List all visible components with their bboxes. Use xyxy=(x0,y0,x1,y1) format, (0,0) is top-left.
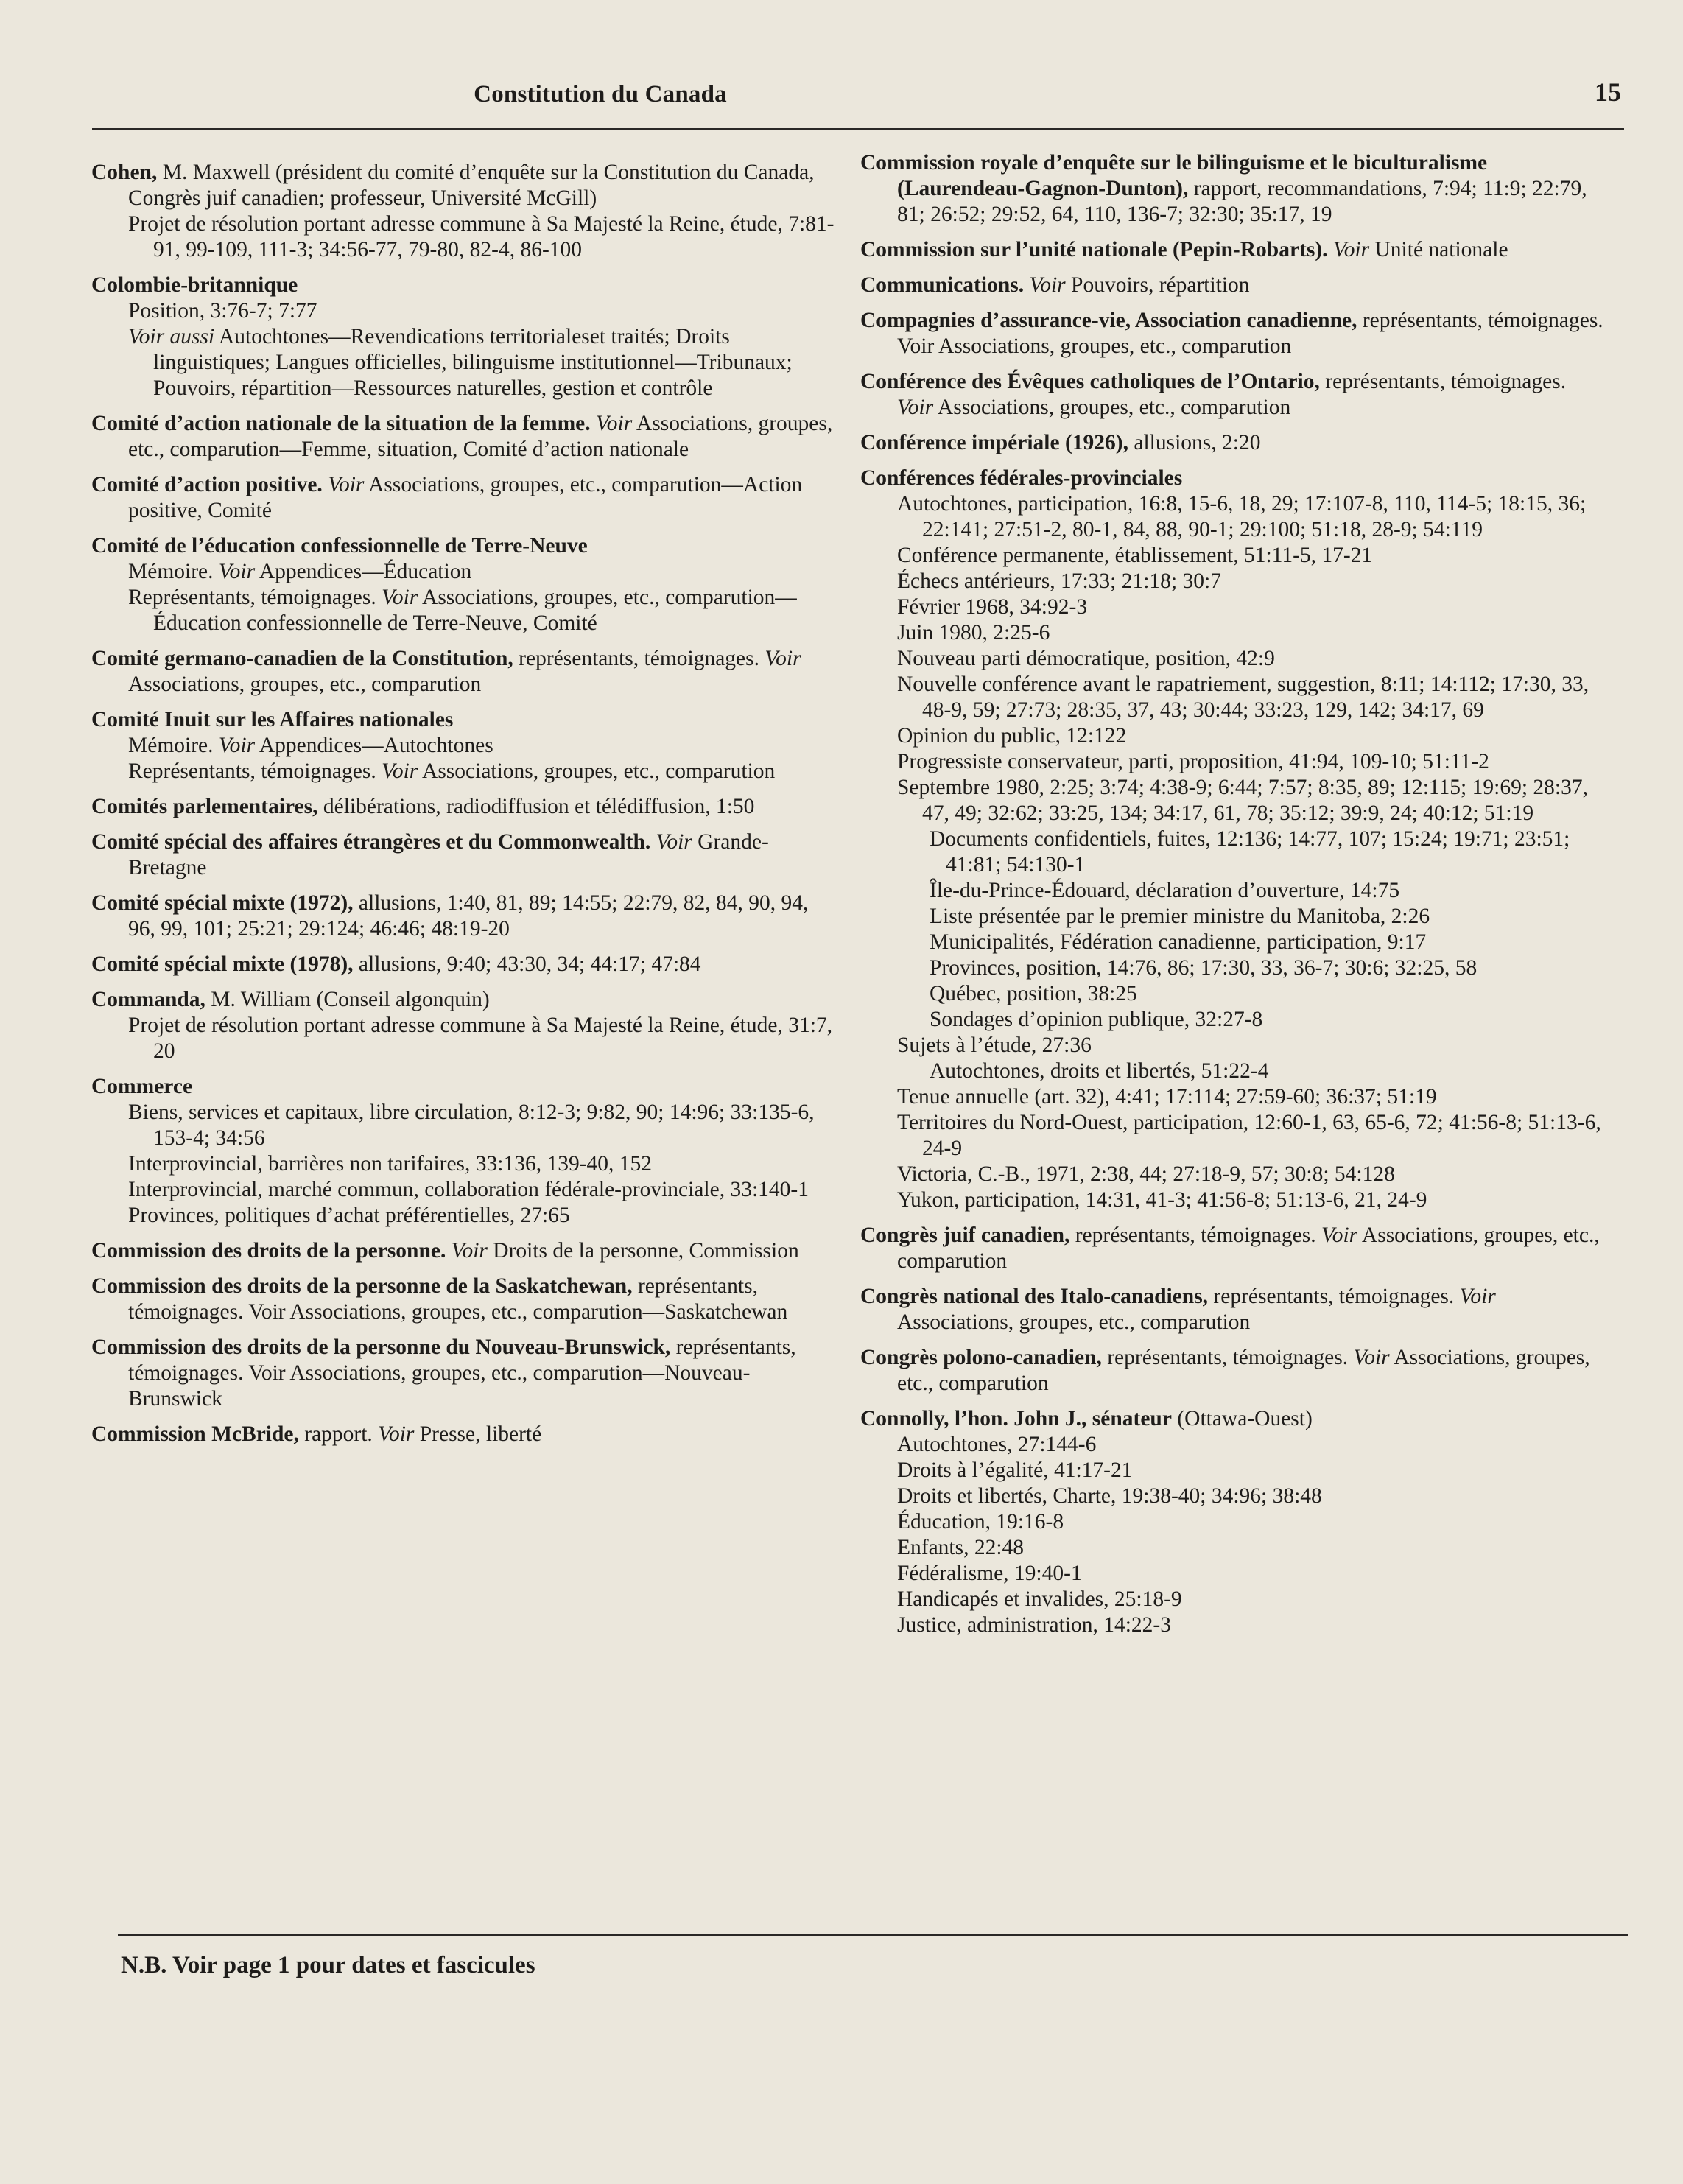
page-number: 15 xyxy=(1595,77,1621,107)
entry-term: Congrès national des Italo-canadiens, xyxy=(860,1285,1209,1308)
entry-heading xyxy=(860,1406,1604,1432)
index-entry xyxy=(860,1284,1604,1335)
subentry-text: Québec, position, 38:25 xyxy=(930,982,1137,1005)
subentry-text: Février 1968, 34:92-3 xyxy=(897,595,1088,619)
subentry xyxy=(91,585,835,636)
index-entry xyxy=(91,1422,835,1447)
see-reference-label: Voir xyxy=(596,412,633,435)
index-entry xyxy=(91,952,835,977)
entry-detail: Associations, groupes, etc., comparution xyxy=(897,1310,1251,1334)
subentry-text: Appendices—Autochtones xyxy=(259,734,493,757)
subentry xyxy=(860,1535,1604,1561)
nested-subentry xyxy=(881,955,1604,981)
entry-detail: représentants, témoignages. xyxy=(1101,1346,1354,1369)
nested-subentry xyxy=(881,1058,1604,1084)
subentry-text: Échecs antérieurs, 17:33; 21:18; 30:7 xyxy=(897,569,1221,593)
entry-detail: représentants, témoignages. xyxy=(1319,370,1567,393)
subentry xyxy=(91,1151,835,1177)
nested-subentry xyxy=(881,878,1604,904)
subentry-text: Appendices—Éducation xyxy=(259,560,472,583)
entry-term: Connolly, l’hon. John J., sénateur xyxy=(860,1407,1172,1430)
subentry-text: Nouvelle conférence avant le rapatriement, suggestion, 8:11; 14:112; 17:30, 33, 48-9, 59; 27:73; 28:35, 37, 43; 30:44; 33:23, 129, 142; 34:17, 69 xyxy=(897,673,1589,722)
see-reference-label: Voir xyxy=(382,586,418,609)
entry-heading xyxy=(91,1238,835,1264)
entry-term: Commission des droits de la personne de la Saskatchewan, xyxy=(91,1274,633,1298)
index-entry xyxy=(91,472,835,524)
subentry-text: Liste présentée par le premier ministre du Manitoba, 2:26 xyxy=(930,905,1430,928)
subentry xyxy=(860,1187,1604,1213)
entry-detail: (Ottawa-Ouest) xyxy=(1171,1407,1313,1430)
entry-heading xyxy=(91,829,835,881)
entry-heading xyxy=(91,160,835,211)
entry-detail: représentants, témoignages. xyxy=(513,647,765,670)
entry-heading xyxy=(860,150,1604,228)
entry-detail: M. William (Conseil algonquin) xyxy=(211,988,490,1011)
entry-term: Cohen, xyxy=(91,161,163,184)
entry-detail: M. Maxwell (président du comité d’enquête sur la Constitution du Canada, Congrès juif canadien; professeur, Université McGill) xyxy=(128,161,815,210)
entry-term: Conférence des Évêques catholiques de l’Ontario, xyxy=(860,370,1320,393)
subentry-text: Justice, administration, 14:22-3 xyxy=(897,1613,1171,1637)
running-head xyxy=(92,77,1624,113)
entry-term: Commerce xyxy=(91,1075,193,1098)
subentry-text: Nouveau parti démocratique, position, 42:9 xyxy=(897,647,1275,670)
nested-subentry xyxy=(881,930,1604,955)
subentry-text: Sujets à l’étude, 27:36 xyxy=(897,1033,1092,1057)
subentry xyxy=(860,1110,1604,1162)
subentry xyxy=(91,1100,835,1151)
entry-detail: Presse, liberté xyxy=(414,1422,542,1446)
subentry-text: Autochtones, participation, 16:8, 15-6, 18, 29; 17:107-8, 110, 114-5; 18:15, 36; 22:141; 27:51-2, 80-1, 84, 88, 90-1; 29:100; 51:18, 28-9; 54:119 xyxy=(897,492,1587,541)
index-column-left xyxy=(91,160,835,1457)
subentry xyxy=(860,1432,1604,1458)
entry-heading xyxy=(91,1422,835,1447)
subentry xyxy=(91,559,835,585)
subentry-text: Victoria, C.-B., 1971, 2:38, 44; 27:18-9, 57; 30:8; 54:128 xyxy=(897,1162,1395,1186)
see-reference-label: Voir xyxy=(1029,273,1066,297)
subentry xyxy=(860,1483,1604,1509)
entry-term: Congrès polono-canadien, xyxy=(860,1346,1102,1369)
header-rule xyxy=(92,128,1624,130)
subentry-text: Associations, groupes, etc., comparution—Éducation confessionnelle de Terre-Neuve, Comité xyxy=(153,586,797,635)
entry-term: Comités parlementaires, xyxy=(91,795,318,818)
subentry xyxy=(91,1203,835,1229)
entry-detail: Associations, groupes, etc., comparution xyxy=(933,396,1291,419)
subentry-text: Territoires du Nord-Ouest, participation, 12:60-1, 63, 65-6, 72; 41:56-8; 51:13-6, 24-9 xyxy=(897,1111,1601,1160)
entry-term: Communications. xyxy=(860,273,1025,297)
entry-term: Congrès juif canadien, xyxy=(860,1223,1070,1247)
footnote: N.B. Voir page 1 pour dates et fascicules xyxy=(121,1952,535,1978)
subentry-text: Île-du-Prince-Édouard, déclaration d’ouverture, 14:75 xyxy=(930,879,1400,902)
entry-term: Commission des droits de la personne du Nouveau-Brunswick, xyxy=(91,1335,671,1359)
entry-heading xyxy=(91,891,835,942)
entry-detail: allusions, 2:20 xyxy=(1128,431,1261,454)
subentry-text: Éducation, 19:16-8 xyxy=(897,1510,1064,1534)
subentry-text: Droits et libertés, Charte, 19:38-40; 34:96; 38:48 xyxy=(897,1484,1322,1508)
entry-detail: représentants, témoignages. Voir Associations, groupes, etc., comparution—Saskatchewan xyxy=(128,1274,788,1324)
entry-detail: représentants, témoignages. xyxy=(1208,1285,1460,1308)
entry-detail: Droits de la personne, Commission xyxy=(487,1239,799,1263)
subentry xyxy=(860,620,1604,646)
subentry xyxy=(860,491,1604,543)
entry-heading xyxy=(91,707,835,733)
index-entry xyxy=(860,308,1604,359)
subentry-text: Autochtones—Revendications territorialeset traités; Droits linguistiques; Langues officielles, bilinguisme institutionnel—Tribunaux; Pouvoirs, répartition—Ressources naturelles, gestion et contrôle xyxy=(153,325,793,400)
see-reference-label: Voir xyxy=(1459,1285,1496,1308)
entry-term: Conférences fédérales-provinciales xyxy=(860,466,1183,490)
subentry-text: Projet de résolution portant adresse commune à Sa Majesté la Reine, étude, 7:81-91, 99-109, 111-3; 34:56-77, 79-80, 82-4, 86-100 xyxy=(128,212,835,261)
subentry xyxy=(860,1084,1604,1110)
subentry xyxy=(860,1587,1604,1612)
nested-subentry xyxy=(881,904,1604,930)
entry-heading xyxy=(91,273,835,298)
subentry xyxy=(860,723,1604,749)
entry-detail: représentants, témoignages. xyxy=(1069,1223,1321,1247)
entry-detail: délibérations, radiodiffusion et télédiffusion, 1:50 xyxy=(317,795,755,818)
entry-term: Comité spécial des affaires étrangères et du Commonwealth. xyxy=(91,830,651,854)
subentry-text: Conférence permanente, établissement, 51:11-5, 17-21 xyxy=(897,544,1373,567)
subentry-label: Mémoire. xyxy=(128,734,219,757)
see-reference-label: Voir xyxy=(218,734,256,757)
entry-detail: Pouvoirs, répartition xyxy=(1065,273,1250,297)
index-entry xyxy=(91,1335,835,1412)
subentry-text: Opinion du public, 12:122 xyxy=(897,724,1127,748)
subentry-text: Documents confidentiels, fuites, 12:136; 14:77, 107; 15:24; 19:71; 23:51; 41:81; 54:130-1 xyxy=(930,827,1570,877)
entry-detail: allusions, 1:40, 81, 89; 14:55; 22:79, 82, 84, 90, 94, 96, 99, 101; 25:21; 29:124; 46:46; 48:19-20 xyxy=(128,891,809,941)
subentry xyxy=(91,733,835,759)
entry-heading xyxy=(860,273,1604,298)
subentry-text: Autochtones, droits et libertés, 51:22-4 xyxy=(930,1059,1269,1083)
entry-term: Conférence impériale (1926), xyxy=(860,431,1128,454)
entry-heading xyxy=(860,466,1604,491)
entry-heading xyxy=(860,237,1604,263)
subentry xyxy=(860,594,1604,620)
subentry xyxy=(91,759,835,784)
index-entry xyxy=(860,237,1604,263)
index-entry xyxy=(91,646,835,698)
index-entry xyxy=(860,369,1604,421)
entry-detail: Associations, groupes, etc., comparution xyxy=(128,673,482,696)
entry-heading xyxy=(91,952,835,977)
entry-term: Compagnies d’assurance-vie, Association canadienne, xyxy=(860,309,1357,332)
subentry xyxy=(860,672,1604,723)
page-title: Constitution du Canada xyxy=(474,81,727,108)
nested-subentry xyxy=(881,826,1604,878)
see-reference-label: Voir xyxy=(328,473,365,496)
index-entry xyxy=(860,273,1604,298)
entry-term: Commanda, xyxy=(91,988,211,1011)
subentry-text: Autochtones, 27:144-6 xyxy=(897,1433,1097,1456)
subentry xyxy=(860,1561,1604,1587)
entry-heading xyxy=(91,411,835,463)
subentry-text: Biens, services et capitaux, libre circulation, 8:12-3; 9:82, 90; 14:96; 33:135-6, 153-4; 34:56 xyxy=(128,1100,815,1150)
index-entry xyxy=(91,1074,835,1229)
nested-subentry xyxy=(881,981,1604,1007)
index-column-right xyxy=(860,150,1604,1648)
subentry-text: Municipalités, Fédération canadienne, participation, 9:17 xyxy=(930,930,1427,954)
subentry xyxy=(860,775,1604,826)
subentry-text: Provinces, position, 14:76, 86; 17:30, 33, 36-7; 30:6; 32:25, 58 xyxy=(930,956,1478,980)
subentry xyxy=(860,569,1604,594)
see-reference-label: Voir xyxy=(1321,1223,1358,1247)
subentry-text: Septembre 1980, 2:25; 3:74; 4:38-9; 6:44; 7:57; 8:35, 89; 12:115; 19:69; 28:37, 47, 49; 32:62; 33:25, 134; 34:17, 61, 78; 35:12; 39:9, 24; 40:12; 51:19 xyxy=(897,776,1588,825)
entry-heading xyxy=(860,308,1604,359)
index-entry xyxy=(860,430,1604,456)
entry-term: Comité spécial mixte (1972), xyxy=(91,891,354,915)
subentry xyxy=(91,1013,835,1064)
entry-detail: représentants, témoignages. Voir Associations, groupes, etc., comparution—Nouveau-Brunswick xyxy=(128,1335,796,1411)
subentry xyxy=(91,298,835,324)
subentry-text: Juin 1980, 2:25-6 xyxy=(897,621,1050,645)
entry-term: Commission royale d’enquête sur le bilinguisme et le biculturalisme (Laurendeau-Gagnon-Dunton), xyxy=(860,151,1488,200)
entry-heading xyxy=(91,794,835,820)
subentry-text: Droits à l’égalité, 41:17-21 xyxy=(897,1458,1133,1482)
index-entry xyxy=(91,829,835,881)
index-entry xyxy=(860,466,1604,1213)
subentry-text: Progressiste conservateur, parti, proposition, 41:94, 109-10; 51:11-2 xyxy=(897,750,1489,773)
subentry xyxy=(91,1177,835,1203)
entry-term: Commission McBride, xyxy=(91,1422,299,1446)
subentry xyxy=(860,1458,1604,1483)
footer-rule xyxy=(118,1934,1628,1936)
subentry-text: Interprovincial, marché commun, collaboration fédérale-provinciale, 33:140-1 xyxy=(128,1178,809,1201)
index-entry xyxy=(860,1223,1604,1274)
subentry xyxy=(860,1509,1604,1535)
subentry-text: Position, 3:76-7; 7:77 xyxy=(128,299,317,323)
subentry-text: Handicapés et invalides, 25:18-9 xyxy=(897,1587,1182,1611)
entry-heading xyxy=(91,1074,835,1100)
subentry-text: Interprovincial, barrières non tarifaires, 33:136, 139-40, 152 xyxy=(128,1152,653,1176)
entry-detail: Associations, groupes, etc., comparution xyxy=(897,1223,1600,1273)
entry-term: Comité spécial mixte (1978), xyxy=(91,952,354,976)
entry-term: Colombie-britannique xyxy=(91,273,298,297)
subentry xyxy=(91,324,835,401)
subentry-label: Mémoire. xyxy=(128,560,219,583)
index-entry xyxy=(91,794,835,820)
see-reference-label: Voir xyxy=(218,560,256,583)
index-entry xyxy=(91,987,835,1064)
subentry xyxy=(860,646,1604,672)
subentry-text: Tenue annuelle (art. 32), 4:41; 17:114; 27:59-60; 36:37; 51:19 xyxy=(897,1085,1437,1109)
subentry xyxy=(91,211,835,263)
subentry xyxy=(860,1162,1604,1187)
index-entry xyxy=(91,411,835,463)
entry-heading xyxy=(91,987,835,1013)
index-entry xyxy=(91,273,835,401)
index-entry xyxy=(860,1406,1604,1638)
entry-term: Comité de l’éducation confessionnelle de Terre-Neuve xyxy=(91,534,588,558)
entry-detail: Associations, groupes, etc., comparution—Action positive, Comité xyxy=(128,473,803,522)
entry-detail: Associations, groupes, etc., comparution—Femme, situation, Comité d’action nationale xyxy=(128,412,833,461)
entry-heading xyxy=(860,430,1604,456)
see-reference-label: Voir xyxy=(897,396,934,419)
subentry-label: Représentants, témoignages. xyxy=(128,759,382,783)
subentry xyxy=(860,543,1604,569)
entry-term: Comité d’action positive. xyxy=(91,473,323,496)
entry-detail: représentants, témoignages. Voir Associations, groupes, etc., comparution xyxy=(897,309,1603,358)
subentry-label: Représentants, témoignages. xyxy=(128,586,382,609)
entry-heading xyxy=(860,1223,1604,1274)
subentry-text: Fédéralisme, 19:40-1 xyxy=(897,1562,1082,1585)
subentry-text: Projet de résolution portant adresse commune à Sa Majesté la Reine, étude, 31:7, 20 xyxy=(128,1014,833,1063)
index-entry xyxy=(91,1274,835,1325)
index-entry xyxy=(91,533,835,636)
entry-heading xyxy=(91,646,835,698)
subentry xyxy=(860,1612,1604,1638)
see-reference-label: Voir xyxy=(1332,238,1370,261)
subentry xyxy=(860,749,1604,775)
entry-heading xyxy=(91,472,835,524)
index-entry xyxy=(91,891,835,942)
subentry-text: Enfants, 22:48 xyxy=(897,1536,1025,1559)
entry-detail: allusions, 9:40; 43:30, 34; 44:17; 47:84 xyxy=(353,952,701,976)
subentry-text: Sondages d’opinion publique, 32:27-8 xyxy=(930,1008,1263,1031)
entry-term: Comité Inuit sur les Affaires nationales xyxy=(91,708,454,731)
index-entry xyxy=(91,160,835,263)
entry-heading xyxy=(91,533,835,559)
subentry xyxy=(860,1033,1604,1058)
entry-heading xyxy=(91,1335,835,1412)
entry-detail: Grande-Bretagne xyxy=(128,830,769,879)
entry-term: Comité d’action nationale de la situation de la femme. xyxy=(91,412,591,435)
index-entry xyxy=(860,150,1604,228)
entry-term: Commission sur l’unité nationale (Pepin-Robarts). xyxy=(860,238,1328,261)
see-reference-label: Voir xyxy=(378,1422,415,1446)
see-reference-label: Voir xyxy=(1353,1346,1390,1369)
index-entry xyxy=(860,1345,1604,1397)
entry-detail: Unité nationale xyxy=(1369,238,1508,261)
see-reference-label: Voir xyxy=(765,647,801,670)
entry-term: Commission des droits de la personne. xyxy=(91,1239,446,1263)
entry-heading xyxy=(860,1345,1604,1397)
entry-detail: Associations, groupes, etc., comparution xyxy=(897,1346,1590,1395)
see-also-label: Voir aussi xyxy=(128,325,215,348)
entry-heading xyxy=(91,1274,835,1325)
entry-term: Comité germano-canadien de la Constitution, xyxy=(91,647,513,670)
subentry-text: Associations, groupes, etc., comparution xyxy=(422,759,776,783)
subentry-text: Provinces, politiques d’achat préférentielles, 27:65 xyxy=(128,1204,570,1227)
nested-subentry xyxy=(881,1007,1604,1033)
subentry-text: Yukon, participation, 14:31, 41-3; 41:56-8; 51:13-6, 21, 24-9 xyxy=(897,1188,1427,1212)
entry-heading xyxy=(860,369,1604,421)
entry-detail: rapport. xyxy=(298,1422,379,1446)
entry-heading xyxy=(860,1284,1604,1335)
index-entry xyxy=(91,707,835,784)
see-reference-label: Voir xyxy=(451,1239,488,1263)
index-entry xyxy=(91,1238,835,1264)
see-reference-label: Voir xyxy=(656,830,692,854)
see-reference-label: Voir xyxy=(382,759,418,783)
entry-detail: rapport, recommandations, 7:94; 11:9; 22:79, 81; 26:52; 29:52, 64, 110, 136-7; 32:30; 35:17, 19 xyxy=(897,177,1587,226)
